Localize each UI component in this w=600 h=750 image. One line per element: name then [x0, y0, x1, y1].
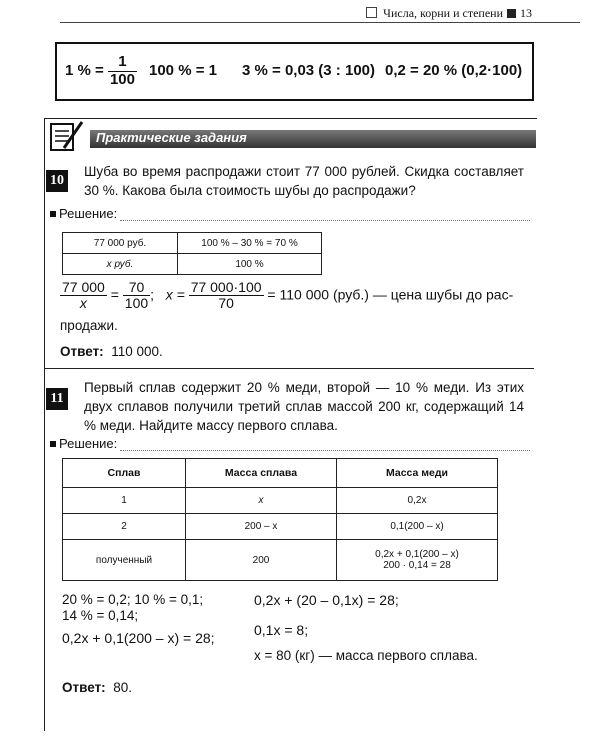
dotted-separator [120, 450, 530, 451]
formula-three-percent: 3 % = 0,03 (3 : 100) [242, 62, 375, 79]
table-cell: 77 000 руб. [63, 233, 178, 254]
formula-one-percent: 1 % = $\frac{1}{100}$ [65, 53, 135, 88]
notebook-pencil-icon [48, 118, 86, 154]
table-row [63, 488, 498, 514]
fraction: $\frac{77 000\cdot 100}{70}$ [190, 279, 262, 312]
table-cell: 100 % – 30 % = 70 % [178, 233, 322, 254]
table-cell: 2 [63, 514, 186, 540]
square-marker-icon [507, 9, 516, 18]
fraction-1-100: $\frac{1}{100}$ [109, 53, 135, 88]
fraction: $\frac{77 000}{x}$ [62, 279, 105, 312]
fraction: $\frac{70}{100}$ [124, 279, 149, 312]
solution-label-10: Решение: [50, 206, 117, 221]
running-header [60, 4, 580, 23]
header-text [366, 6, 532, 21]
table-row [63, 233, 322, 254]
table-problem-11 [62, 458, 498, 581]
work-left-line-3: 0,2x + 0,1(200 – x) = 28; [62, 630, 215, 646]
table-problem-10 [62, 232, 322, 275]
work-left-line-1: 20 % = 0,2; 10 % = 0,1; [62, 592, 204, 607]
table-cell: 0,2x [337, 488, 498, 514]
table-cell: полученный [63, 540, 186, 581]
table-cell: 100 % [178, 254, 322, 275]
table-cell: 200 – x [186, 514, 337, 540]
divider [44, 368, 534, 369]
page-number: 13 [520, 6, 532, 20]
work-left-line-2: 14 % = 0,14; [62, 608, 139, 623]
work-right-line-1: 0,2x + (20 – 0,1x) = 28; [254, 592, 399, 608]
work-right-line-3: x = 80 (кг) — масса первого сплава. [254, 648, 478, 663]
table-row [63, 540, 498, 581]
table-cell: x руб. [63, 254, 178, 275]
answer-10: Ответ: 110 000. [60, 344, 163, 359]
dotted-separator [120, 220, 530, 221]
formula-hundred-percent: 100 % = 1 [149, 62, 217, 79]
formula-box [55, 42, 534, 101]
table-cell: 0,1(200 – x) [337, 514, 498, 540]
answer-11: Ответ: 80. [62, 680, 132, 695]
problem-number-10: 10 [46, 170, 68, 192]
work-right-line-2: 0,1x = 8; [254, 622, 309, 638]
section-title: Практические задания [96, 130, 247, 145]
table-cell: 1 [63, 488, 186, 514]
problem-11-text: Первый сплав содержит 20 % меди, второй — 10 % меди. Из этих двух сплавов получили третий сплав массой 200 кг, содержащий 14 % меди. Найдите массу первого сплава. [84, 380, 524, 433]
table-cell: 200 [186, 540, 337, 581]
table-cell: x [186, 488, 337, 514]
book-icon [366, 7, 377, 18]
problem-number-11: 11 [46, 388, 68, 410]
table-cell: 0,2x + 0,1(200 – x) 200 · 0,14 = 28 [337, 540, 498, 581]
solution-label-11: Решение: [50, 436, 117, 451]
table-header-cell: Масса сплава [186, 459, 337, 488]
equation-problem-10: $\frac{77 000}{x}$ = $\frac{70}{100}$ ; x = $\frac{77 000\cdot 100}{70}$ = 110 000 (руб.) — цена шубы до рас- [62, 279, 514, 312]
table-row [63, 514, 498, 540]
header-title: Числа, корни и степени [383, 6, 503, 20]
equation-continuation: продажи. [60, 318, 118, 333]
table-header-row [63, 459, 498, 488]
problem-10-text: Шуба во время распродажи стоит 77 000 рублей. Скидка составляет 30 %. Какова была стоимость шубы до распродажи? [84, 164, 524, 198]
formula-point-two: 0,2 = 20 % (0,2·100) [385, 62, 523, 79]
table-header-cell: Масса меди [337, 459, 498, 488]
table-header-cell: Сплав [63, 459, 186, 488]
table-row [63, 254, 322, 275]
